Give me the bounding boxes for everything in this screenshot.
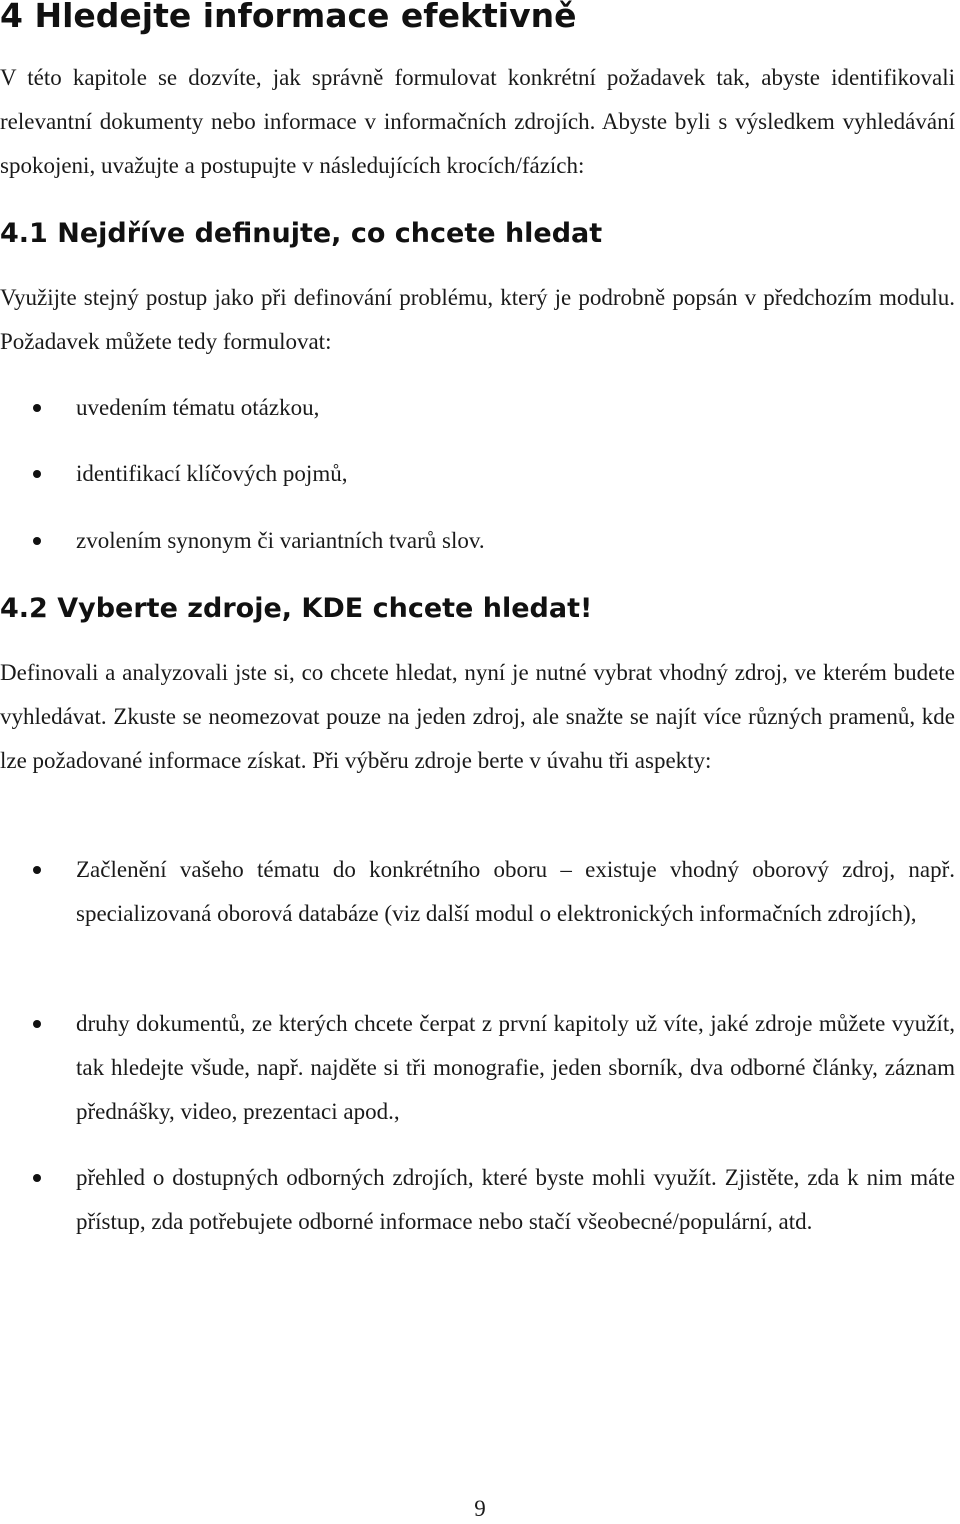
chapter-title: 4 Hledejte informace efektivně	[0, 0, 577, 35]
section-1-heading: 4.1 Nejdříve definujte, co chcete hledat	[0, 218, 603, 249]
chapter-intro: V této kapitole se dozvíte, jak správně formulovat konkrétní požadavek tak, abyste identifikovali relevantní dokumenty nebo informace v informačních zdrojích. Abyste byli s výsledkem vyhledávání spokojeni, uvažujte a postupujte v následujících krocích/fázích:	[0, 65, 955, 178]
list-item-text: zvolením synonym či variantních tvarů slov.	[76, 528, 485, 553]
bullet-icon	[33, 866, 41, 874]
list-item-text: přehled o dostupných odborných zdrojích, které byste mohli využít. Zjistěte, zda k nim máte přístup, zda potřebujete odborné informace nebo stačí všeobecné/populární, atd.	[76, 1165, 955, 1234]
list-item-text: uvedením tématu otázkou,	[76, 395, 320, 420]
bullet-icon	[33, 404, 41, 412]
section-2-paragraph: Definovali a analyzovali jste si, co chcete hledat, nyní je nutné vybrat vhodný zdroj, ve kterém budete vyhledávat. Zkuste se neomezovat pouze na jeden zdroj, ale snažte se najít více různých pramenů, kde lze požadované informace získat. Při výběru zdroje berte v úvahu tři aspekty:	[0, 660, 955, 773]
list-item-text: druhy dokumentů, ze kterých chcete čerpat z první kapitoly už víte, jaké zdroje můžete využít, tak hledejte všude, např. najděte si tři monografie, jeden sborník, dva odborné články, záznam přednášky, video, prezentaci apod.,	[76, 1011, 955, 1124]
section-1-paragraph: Využijte stejný postup jako při definování problému, který je podrobně popsán v předchozím modulu. Požadavek můžete tedy formulovat:	[0, 285, 955, 354]
page-number: 9	[474, 1496, 486, 1521]
bullet-icon	[33, 470, 41, 478]
list-item-text: identifikací klíčových pojmů,	[76, 461, 348, 486]
section-2-heading: 4.2 Vyberte zdroje, KDE chcete hledat!	[0, 593, 593, 624]
list-item-text: Začlenění vašeho tématu do konkrétního oboru – existuje vhodný oborový zdroj, např. specializovaná oborová databáze (viz další modul o elektronických informačních zdrojích),	[76, 857, 955, 926]
bullet-icon	[33, 1020, 41, 1028]
bullet-icon	[33, 1174, 41, 1182]
bullet-icon	[33, 537, 41, 545]
